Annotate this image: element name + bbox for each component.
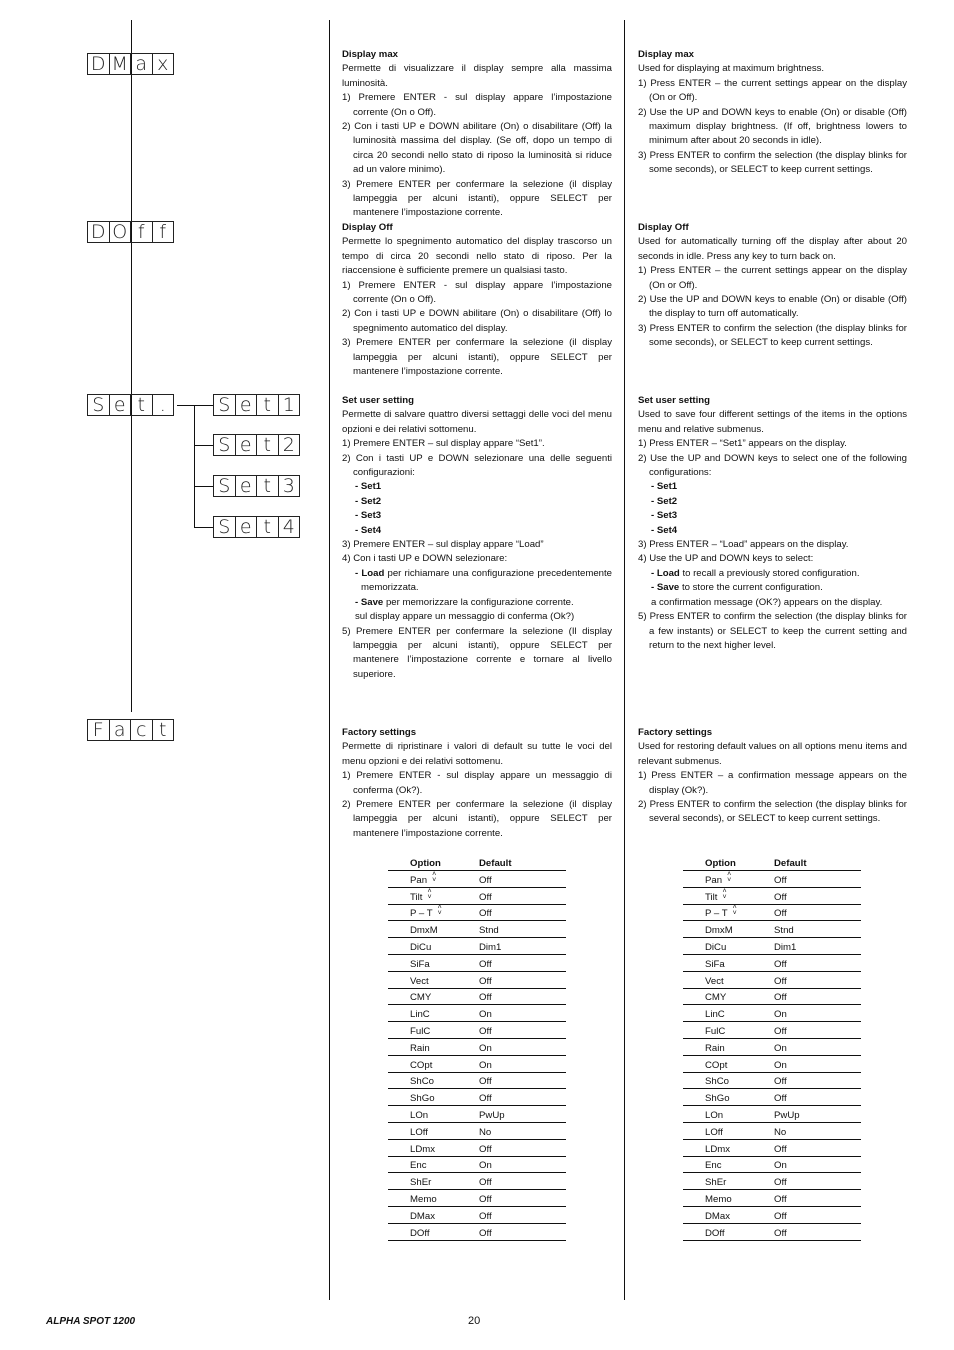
step: 2) Use the UP and DOWN keys to enable (On) or disable (Off) maximum display brightness. (If off, brightness lowers to minimum after about 20 seconds in idle). bbox=[638, 106, 907, 147]
step: 2) Con i tasti UP e DOWN abilitare (On) o disabilitare (Off) lo spegnimento automatico del display. bbox=[342, 308, 612, 334]
option-name: LOff bbox=[410, 1126, 428, 1138]
option-default: Off bbox=[479, 975, 492, 987]
table-row bbox=[388, 1073, 566, 1090]
table-row bbox=[388, 1089, 566, 1106]
option-name: DMax bbox=[705, 1210, 731, 1222]
step: 3) Premere ENTER per confermare la selezione (il display lampeggia per alcuni istanti), oppure SELECT per mantenere l’impostazione corrente. bbox=[342, 178, 612, 219]
option-default: PwUp bbox=[479, 1109, 505, 1121]
step: 1) Premere ENTER - sul display appare l’impostazione corrente (On o Off). bbox=[342, 279, 612, 306]
menu-tree-trunk bbox=[131, 20, 132, 712]
section-title: Set user setting bbox=[638, 395, 710, 406]
table-row bbox=[683, 972, 861, 989]
option-item: - Save to store the current configuration. bbox=[651, 582, 823, 594]
table-row bbox=[388, 1207, 566, 1224]
option-default: Stnd bbox=[479, 925, 499, 937]
set-branch-line bbox=[177, 405, 213, 406]
option-item: - Set1 bbox=[355, 481, 382, 493]
section-intro: Permette di ripristinare i valori di default su tutte le voci del menu opzioni e dei relativi sottomenu. bbox=[342, 741, 612, 767]
option-name: DmxM bbox=[705, 925, 733, 937]
table-row bbox=[683, 1039, 861, 1056]
step: 2) Use the UP and DOWN keys to select one of the following configurations: bbox=[638, 452, 907, 479]
section-title: Set user setting bbox=[342, 395, 414, 406]
option-default: Off bbox=[774, 891, 787, 903]
option-name: Rain bbox=[410, 1042, 430, 1054]
lcd-set3 bbox=[213, 475, 299, 497]
option-default: Off bbox=[479, 908, 492, 920]
option-name: ShEr bbox=[410, 1177, 432, 1189]
up-down-arrow-icon: ˄ ˅ bbox=[727, 870, 732, 884]
lcd-fact bbox=[87, 719, 173, 741]
lcd-char: e bbox=[235, 475, 258, 497]
option-name: ShGo bbox=[705, 1093, 730, 1105]
table-row bbox=[683, 1207, 861, 1224]
section-title: Factory settings bbox=[638, 727, 713, 738]
table-row bbox=[683, 921, 861, 938]
italian-column bbox=[342, 48, 612, 868]
lcd-char: t bbox=[256, 516, 279, 538]
option-default: On bbox=[479, 1009, 492, 1021]
lcd-char: e bbox=[109, 394, 132, 416]
lcd-char: t bbox=[130, 394, 153, 416]
table-row bbox=[388, 905, 566, 922]
option-default: Off bbox=[774, 874, 787, 886]
lcd-char: f bbox=[130, 221, 153, 243]
table-row bbox=[388, 888, 566, 905]
step: 3) Premere ENTER per confermare la selezione (il display lampeggia per alcuni istanti), oppure SELECT per mantenere l’impostazione corrente. bbox=[342, 337, 612, 378]
option-name: Memo bbox=[705, 1193, 732, 1205]
step: 2) Premere ENTER per confermare la selezione (il display lampeggia per alcuni istanti), oppure SELECT per mantenere l’impostazione corrente. bbox=[342, 799, 612, 839]
lcd-char: M bbox=[109, 53, 132, 75]
option-name: DmxM bbox=[410, 925, 438, 937]
table-row bbox=[683, 955, 861, 972]
section-intro: Used for restoring default values on all options menu items and relevant submenus. bbox=[638, 741, 907, 767]
lcd-char: 4 bbox=[278, 516, 301, 538]
step: 1) Press ENTER – “Set1” appears on the display. bbox=[638, 438, 847, 450]
step: 1) Premere ENTER - sul display appare l’impostazione corrente (On o Off). bbox=[342, 92, 612, 118]
table-row bbox=[683, 1123, 861, 1140]
lcd-set1 bbox=[213, 394, 299, 416]
option-name: SiFa bbox=[705, 958, 725, 970]
option-default: Off bbox=[774, 975, 787, 987]
option-default: Off bbox=[774, 1143, 787, 1155]
table-row bbox=[683, 1157, 861, 1174]
option-default: On bbox=[774, 1009, 787, 1021]
table-row bbox=[388, 989, 566, 1006]
option-default: Off bbox=[479, 1025, 492, 1037]
lcd-char: 3 bbox=[278, 475, 301, 497]
table-row bbox=[388, 1005, 566, 1022]
table-row bbox=[388, 1022, 566, 1039]
section-intro: Permette lo spegnimento automatico del display trascorso un tempo di circa 20 secondi nello stato di riposo. Per la riaccensione è sufficiente premere un qualsiasi tasto. bbox=[342, 236, 612, 277]
option-name: DiCu bbox=[705, 941, 727, 953]
section-title: Factory settings bbox=[342, 727, 417, 738]
option-item: - Set1 bbox=[651, 481, 678, 493]
lcd-set2 bbox=[213, 434, 299, 456]
lcd-char: . bbox=[152, 394, 175, 416]
option-name: Enc bbox=[705, 1160, 722, 1172]
step: 2) Con i tasti UP e DOWN abilitare (On) o disabilitare (Off) la luminosità massima del display. (Se off, dopo un tempo di circa 20 secondi nello stato di riposo la luminosità si riduce ad un valore minimo). bbox=[342, 121, 612, 176]
option-name: Memo bbox=[410, 1193, 437, 1205]
english-column bbox=[638, 48, 907, 868]
table-row bbox=[683, 1056, 861, 1073]
header-default: Default bbox=[479, 858, 512, 869]
lcd-char: e bbox=[235, 394, 258, 416]
defaults-table-english bbox=[683, 857, 861, 1241]
lcd-char: e bbox=[235, 434, 258, 456]
table-header bbox=[683, 857, 861, 871]
option-default: Off bbox=[479, 958, 492, 970]
table-row bbox=[683, 1022, 861, 1039]
section-intro: Used to save four different settings of the items in the options menu and relative submenus. bbox=[638, 409, 907, 435]
option-name: FulC bbox=[705, 1025, 726, 1037]
table-row bbox=[683, 1106, 861, 1123]
up-down-arrow-icon: ˄ ˅ bbox=[732, 904, 737, 918]
set4-branch-line bbox=[194, 527, 213, 528]
option-default: Stnd bbox=[774, 925, 794, 937]
it-fact-section bbox=[342, 726, 612, 841]
table-row bbox=[388, 1224, 566, 1241]
up-down-arrow-icon: ˄ ˅ bbox=[432, 870, 437, 884]
step: 1) Premere ENTER – sul display appare “Set1”. bbox=[342, 438, 545, 450]
option-default: Off bbox=[774, 1093, 787, 1105]
step: 4) Con i tasti UP e DOWN selezionare: bbox=[342, 553, 508, 565]
table-row bbox=[388, 1140, 566, 1157]
option-name: ShCo bbox=[705, 1076, 729, 1088]
option-name: LDmx bbox=[410, 1143, 436, 1155]
header-default: Default bbox=[774, 858, 807, 869]
lcd-char: 1 bbox=[278, 394, 301, 416]
step: 5) Premere ENTER per confermare la selezione (Il display lampeggia per alcuni istanti), oppure SELECT per mantenere l’impostazione corrente e tornare al livello superiore. bbox=[342, 625, 612, 680]
lcd-char: c bbox=[130, 719, 153, 741]
step: 1) Press ENTER – the current settings appear on the display (On or Off). bbox=[638, 77, 907, 104]
lcd-char: f bbox=[152, 221, 175, 243]
step: 2) Press ENTER to confirm the selection (the display blinks for several seconds), or SELECT to keep current settings. bbox=[638, 799, 907, 825]
table-row bbox=[683, 1005, 861, 1022]
step: 1) Premere ENTER - sul display appare un messaggio di conferma (Ok?). bbox=[342, 770, 612, 796]
lcd-dmax bbox=[87, 53, 173, 75]
option-default: Off bbox=[774, 1210, 787, 1222]
table-row bbox=[683, 938, 861, 955]
up-down-arrow-icon: ˄ ˅ bbox=[722, 887, 727, 901]
option-default: Off bbox=[479, 1093, 492, 1105]
lcd-set bbox=[87, 394, 173, 416]
option-name: Tilt˄ ˅ bbox=[705, 887, 727, 903]
lcd-char: D bbox=[87, 53, 110, 75]
table-row bbox=[683, 1173, 861, 1190]
table-row bbox=[683, 871, 861, 888]
step: 4) Use the UP and DOWN keys to select: bbox=[638, 553, 814, 565]
table-row bbox=[683, 1190, 861, 1207]
table-row bbox=[388, 938, 566, 955]
lcd-char: F bbox=[87, 719, 110, 741]
option-item: - Set4 bbox=[355, 524, 382, 536]
option-name: LOn bbox=[705, 1109, 724, 1121]
lcd-char: D bbox=[87, 221, 110, 243]
option-name: DOff bbox=[410, 1227, 430, 1239]
lcd-char: a bbox=[109, 719, 132, 741]
table-row bbox=[388, 1190, 566, 1207]
option-default: On bbox=[774, 1042, 787, 1054]
table-row bbox=[683, 1089, 861, 1106]
option-default: Off bbox=[774, 1025, 787, 1037]
section-intro: Permette di salvare quattro diversi settaggi delle voci del menu opzioni e dei relativi sottomenu. bbox=[342, 409, 612, 435]
option-default: Off bbox=[479, 1143, 492, 1155]
option-name: ShEr bbox=[705, 1177, 727, 1189]
option-name: LOff bbox=[705, 1126, 723, 1138]
option-default: Off bbox=[774, 1193, 787, 1205]
option-name: DMax bbox=[410, 1210, 436, 1222]
table-row bbox=[683, 905, 861, 922]
option-default: Dim1 bbox=[774, 941, 797, 953]
option-name: LDmx bbox=[705, 1143, 731, 1155]
option-item: - Load to recall a previously stored configuration. bbox=[651, 567, 860, 579]
option-name: P – T˄ ˅ bbox=[705, 904, 737, 920]
option-item: - Set4 bbox=[651, 524, 678, 536]
lcd-char: S bbox=[213, 475, 236, 497]
table-row bbox=[388, 921, 566, 938]
option-item: - Set2 bbox=[651, 495, 678, 507]
it-set-section bbox=[342, 394, 612, 682]
up-down-arrow-icon: ˄ ˅ bbox=[437, 904, 442, 918]
set3-branch-line bbox=[194, 486, 213, 487]
table-row bbox=[388, 972, 566, 989]
option-name: Vect bbox=[705, 975, 724, 987]
option-name: DiCu bbox=[410, 941, 432, 953]
step: 2) Use the UP and DOWN keys to enable (On) or disable (Off) the display to turn off automatically. bbox=[638, 294, 907, 320]
step: 3) Press ENTER to confirm the selection (the display blinks for some seconds), or SELECT to keep current settings. bbox=[638, 149, 907, 176]
en-fact-section bbox=[638, 726, 907, 827]
product-name: ALPHA SPOT 1200 bbox=[46, 1316, 136, 1327]
table-row bbox=[683, 888, 861, 905]
set2-branch-line bbox=[194, 445, 213, 446]
lcd-char: t bbox=[256, 394, 279, 416]
option-default: Off bbox=[479, 1177, 492, 1189]
section-intro: Used for displaying at maximum brightness. bbox=[638, 63, 825, 75]
option-name: Tilt˄ ˅ bbox=[410, 887, 432, 903]
section-intro: Permette di visualizzare il display sempre alla massima luminosità. bbox=[342, 63, 612, 89]
step: 5) Press ENTER to confirm the selection (the display blinks for a few instants) or SELECT to keep the current setting and return to the next higher level. bbox=[638, 611, 907, 651]
en-doff-section bbox=[638, 221, 907, 351]
option-default: Off bbox=[774, 1227, 787, 1239]
option-default: Off bbox=[774, 958, 787, 970]
lcd-char: a bbox=[130, 53, 153, 75]
option-item: - Save per memorizzare la configurazione corrente. bbox=[355, 596, 574, 608]
option-name: LOn bbox=[410, 1109, 429, 1121]
option-default: No bbox=[774, 1126, 787, 1138]
it-dmax-section bbox=[342, 48, 612, 221]
step: 3) Premere ENTER – sul display appare “Load” bbox=[342, 539, 544, 551]
en-dmax-section bbox=[638, 48, 907, 178]
option-default: PwUp bbox=[774, 1109, 800, 1121]
table-row bbox=[683, 1073, 861, 1090]
option-item: - Set2 bbox=[355, 495, 382, 507]
option-item: - Load per richiamare una configurazione precedentemente memorizzata. bbox=[355, 567, 612, 594]
section-title: Display Off bbox=[342, 222, 393, 233]
option-name: Enc bbox=[410, 1160, 427, 1172]
table-row bbox=[683, 1140, 861, 1157]
lcd-char: O bbox=[109, 221, 132, 243]
lcd-char: S bbox=[213, 394, 236, 416]
header-option: Option bbox=[705, 858, 736, 869]
option-name: SiFa bbox=[410, 958, 430, 970]
option-name: FulC bbox=[410, 1025, 431, 1037]
option-name: P – T˄ ˅ bbox=[410, 904, 442, 920]
option-name: ShGo bbox=[410, 1093, 435, 1105]
step: 3) Press ENTER – “Load” appears on the display. bbox=[638, 539, 849, 551]
lcd-char: t bbox=[256, 475, 279, 497]
lcd-set4 bbox=[213, 516, 299, 538]
table-row bbox=[388, 1056, 566, 1073]
option-name: ShCo bbox=[410, 1076, 434, 1088]
option-name: COpt bbox=[705, 1059, 728, 1071]
option-name: Pan˄ ˅ bbox=[410, 870, 437, 886]
option-default: Off bbox=[479, 1227, 492, 1239]
option-name: LinC bbox=[410, 1009, 430, 1021]
step: 2) Con i tasti UP e DOWN selezionare una delle seguenti configurazioni: bbox=[342, 452, 612, 479]
option-default: Off bbox=[774, 992, 787, 1004]
lcd-doff bbox=[87, 221, 173, 243]
option-default: On bbox=[479, 1059, 492, 1071]
section-title: Display max bbox=[342, 49, 398, 60]
lcd-char: S bbox=[213, 516, 236, 538]
option-default: Off bbox=[774, 1076, 787, 1088]
option-default: On bbox=[479, 1160, 492, 1172]
lcd-char: x bbox=[152, 53, 175, 75]
column-divider-left bbox=[329, 20, 330, 1300]
option-item: - Set3 bbox=[355, 510, 382, 522]
lcd-char: t bbox=[256, 434, 279, 456]
confirm-note: sul display appare un messaggio di conferma (Ok?) bbox=[355, 611, 575, 623]
defaults-table-italian bbox=[388, 857, 566, 1241]
page-number: 20 bbox=[468, 1315, 481, 1327]
en-set-section bbox=[638, 394, 907, 653]
table-row bbox=[388, 1106, 566, 1123]
option-default: Off bbox=[479, 874, 492, 886]
table-header bbox=[388, 857, 566, 871]
option-default: On bbox=[774, 1059, 787, 1071]
option-name: Vect bbox=[410, 975, 429, 987]
set-sub-trunk bbox=[194, 405, 195, 527]
confirm-note: a confirmation message (OK?) appears on the display. bbox=[651, 596, 883, 608]
it-doff-section bbox=[342, 221, 612, 379]
table-row bbox=[388, 871, 566, 888]
option-name: CMY bbox=[410, 992, 432, 1004]
section-title: Display Off bbox=[638, 222, 689, 233]
option-default: Off bbox=[479, 1193, 492, 1205]
table-row bbox=[388, 955, 566, 972]
lcd-char: S bbox=[87, 394, 110, 416]
option-default: Off bbox=[479, 891, 492, 903]
up-down-arrow-icon: ˄ ˅ bbox=[427, 887, 432, 901]
option-name: Pan˄ ˅ bbox=[705, 870, 732, 886]
option-name: DOff bbox=[705, 1227, 725, 1239]
step: 3) Press ENTER to confirm the selection (the display blinks for some seconds), or SELECT to keep current settings. bbox=[638, 322, 907, 349]
option-default: No bbox=[479, 1126, 492, 1138]
table-row bbox=[683, 989, 861, 1006]
table-row bbox=[683, 1224, 861, 1241]
table-row bbox=[388, 1123, 566, 1140]
header-option: Option bbox=[410, 858, 441, 869]
lcd-char: S bbox=[213, 434, 236, 456]
table-row bbox=[388, 1157, 566, 1174]
option-default: Off bbox=[479, 992, 492, 1004]
option-name: LinC bbox=[705, 1009, 725, 1021]
option-name: Rain bbox=[705, 1042, 725, 1054]
option-default: Off bbox=[774, 908, 787, 920]
option-name: CMY bbox=[705, 992, 727, 1004]
option-default: Off bbox=[479, 1076, 492, 1088]
step: 1) Press ENTER – the current settings appear on the display (On or Off). bbox=[638, 265, 907, 291]
option-default: On bbox=[479, 1042, 492, 1054]
section-title: Display max bbox=[638, 49, 694, 60]
option-default: Dim1 bbox=[479, 941, 502, 953]
column-divider-right bbox=[624, 20, 625, 1300]
option-name: COpt bbox=[410, 1059, 433, 1071]
lcd-char: e bbox=[235, 516, 258, 538]
lcd-char: 2 bbox=[278, 434, 301, 456]
step: 1) Press ENTER – a confirmation message appears on the display (Ok?). bbox=[638, 770, 907, 796]
lcd-char: t bbox=[152, 719, 175, 741]
table-row bbox=[388, 1039, 566, 1056]
option-item: - Set3 bbox=[651, 510, 678, 522]
option-default: On bbox=[774, 1160, 787, 1172]
section-intro: Used for automatically turning off the display after about 20 seconds in idle. Press any key to turn back on. bbox=[638, 236, 907, 262]
option-default: Off bbox=[774, 1177, 787, 1189]
option-default: Off bbox=[479, 1210, 492, 1222]
table-row bbox=[388, 1173, 566, 1190]
